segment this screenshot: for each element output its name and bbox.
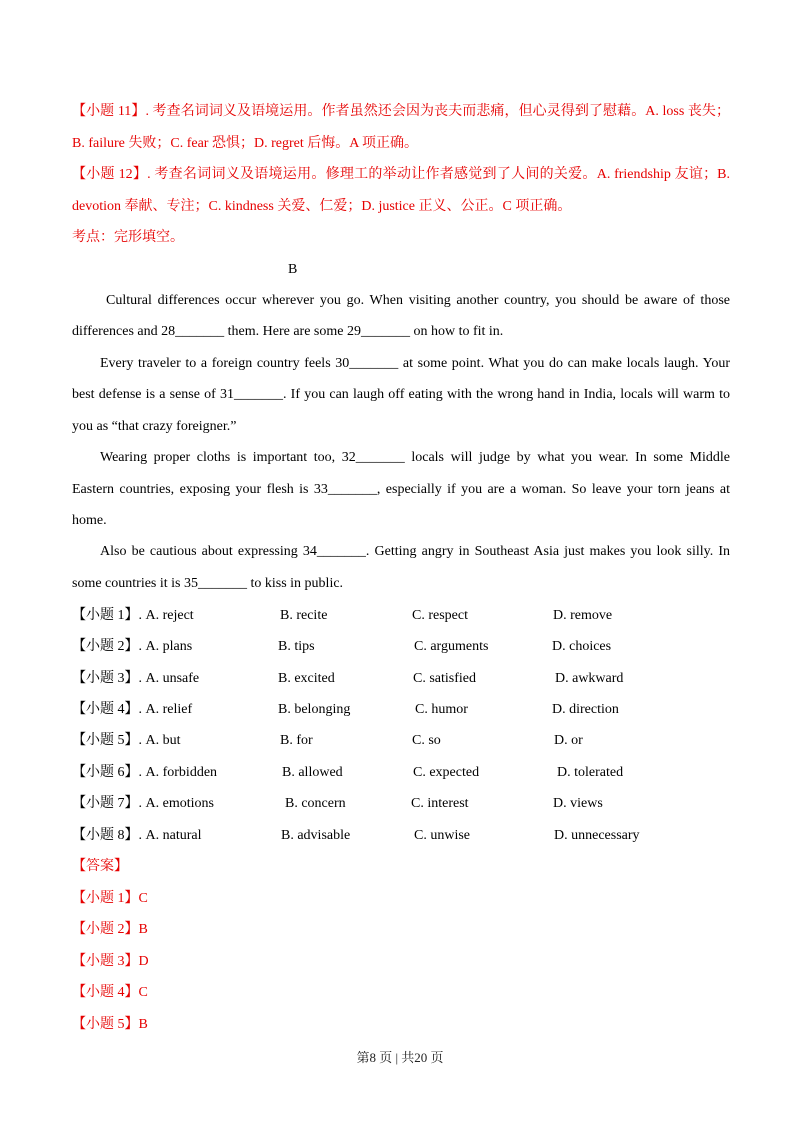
question-label-option-a: 【小题 3】. A. unsafe	[72, 671, 200, 686]
question-label-option-a: 【小题 1】. A. reject	[72, 608, 194, 623]
q12-explanation-line1: 【小题 12】. 考查名词词义及语境运用。修理工的举动让作者感觉到了人间的关爱。A. friendship 友谊；B.	[72, 167, 730, 182]
answer-item: 【小题 1】C	[72, 891, 148, 906]
section-label: B	[288, 262, 298, 277]
passage-p3-line1: Wearing proper cloths is important too, 32_______ locals will judge by what you wear. In some Middle	[100, 450, 730, 465]
question-label-option-a: 【小题 5】. A. but	[72, 733, 181, 748]
option-c: C. unwise	[414, 828, 470, 843]
answer-item: 【小题 5】B	[72, 1017, 148, 1032]
option-b: B. excited	[278, 671, 335, 686]
option-d: D. views	[553, 796, 603, 811]
option-d: D. choices	[552, 639, 612, 654]
option-b: B. allowed	[282, 765, 343, 780]
passage-p3-line3: home.	[72, 513, 107, 528]
option-b: B. tips	[278, 639, 315, 654]
q12-explanation-line2: devotion 奉献、专注；C. kindness 关爱、仁爱；D. justice 正义、公正。C 项正确。	[72, 199, 572, 214]
option-d: D. direction	[552, 702, 619, 717]
passage-p1-line1: Cultural differences occur wherever you go. When visiting another country, you should be aware of those	[106, 293, 730, 308]
page-footer: 第8 页 | 共20 页	[356, 1050, 444, 1065]
question-label-option-a: 【小题 2】. A. plans	[72, 639, 193, 654]
option-b: B. belonging	[278, 702, 351, 717]
option-d: D. tolerated	[557, 765, 624, 780]
option-c: C. humor	[415, 702, 468, 717]
question-label-option-a: 【小题 8】. A. natural	[72, 828, 202, 843]
question-label-option-a: 【小题 6】. A. forbidden	[72, 765, 218, 780]
option-d: D. or	[554, 733, 583, 748]
option-d: D. unnecessary	[554, 828, 640, 843]
passage-p2-line1: Every traveler to a foreign country feels 30_______ at some point. What you do can make locals laugh. Your	[100, 356, 730, 371]
question-label-option-a: 【小题 7】. A. emotions	[72, 796, 214, 811]
answer-item: 【小题 3】D	[72, 954, 149, 969]
option-d: D. remove	[553, 608, 613, 623]
question-label-option-a: 【小题 4】. A. relief	[72, 702, 193, 717]
option-c: C. interest	[411, 796, 469, 811]
option-d: D. awkward	[555, 671, 624, 686]
passage-p4-line2: some countries it is 35_______ to kiss in public.	[72, 576, 344, 591]
option-b: B. recite	[280, 608, 328, 623]
option-c: C. expected	[413, 765, 480, 780]
answer-item: 【小题 4】C	[72, 985, 148, 1000]
option-c: C. satisfied	[413, 671, 476, 686]
option-b: B. concern	[285, 796, 346, 811]
option-b: B. advisable	[281, 828, 351, 843]
option-c: C. arguments	[414, 639, 489, 654]
q11-explanation-line1: 【小题 11】. 考查名词词义及语境运用。作者虽然还会因为丧夫而悲痛，但心灵得到了慰藉。A. loss 丧失；	[72, 104, 730, 119]
option-c: C. so	[412, 733, 441, 748]
passage-p1-line2: differences and 28_______ them. Here are some 29_______ on how to fit in.	[72, 324, 504, 339]
topic-note: 考点：完形填空。	[72, 230, 184, 245]
answers-heading: 【答案】	[72, 859, 128, 874]
passage-p3-line2: Eastern countries, exposing your flesh is 33_______, especially if you are a woman. So leave your torn jeans at	[72, 482, 730, 497]
passage-p2-line3: you as “that crazy foreigner.”	[72, 419, 237, 434]
passage-p2-line2: best defense is a sense of 31_______. If you can laugh off eating with the wrong hand in India, locals will warm to	[72, 387, 730, 402]
option-b: B. for	[280, 733, 313, 748]
option-c: C. respect	[412, 608, 468, 623]
q11-explanation-line2: B. failure 失败；C. fear 恐惧；D. regret 后悔。A 项正确。	[72, 136, 419, 151]
answer-item: 【小题 2】B	[72, 922, 148, 937]
passage-p4-line1: Also be cautious about expressing 34_______. Getting angry in Southeast Asia just makes you look silly. In	[100, 544, 730, 559]
